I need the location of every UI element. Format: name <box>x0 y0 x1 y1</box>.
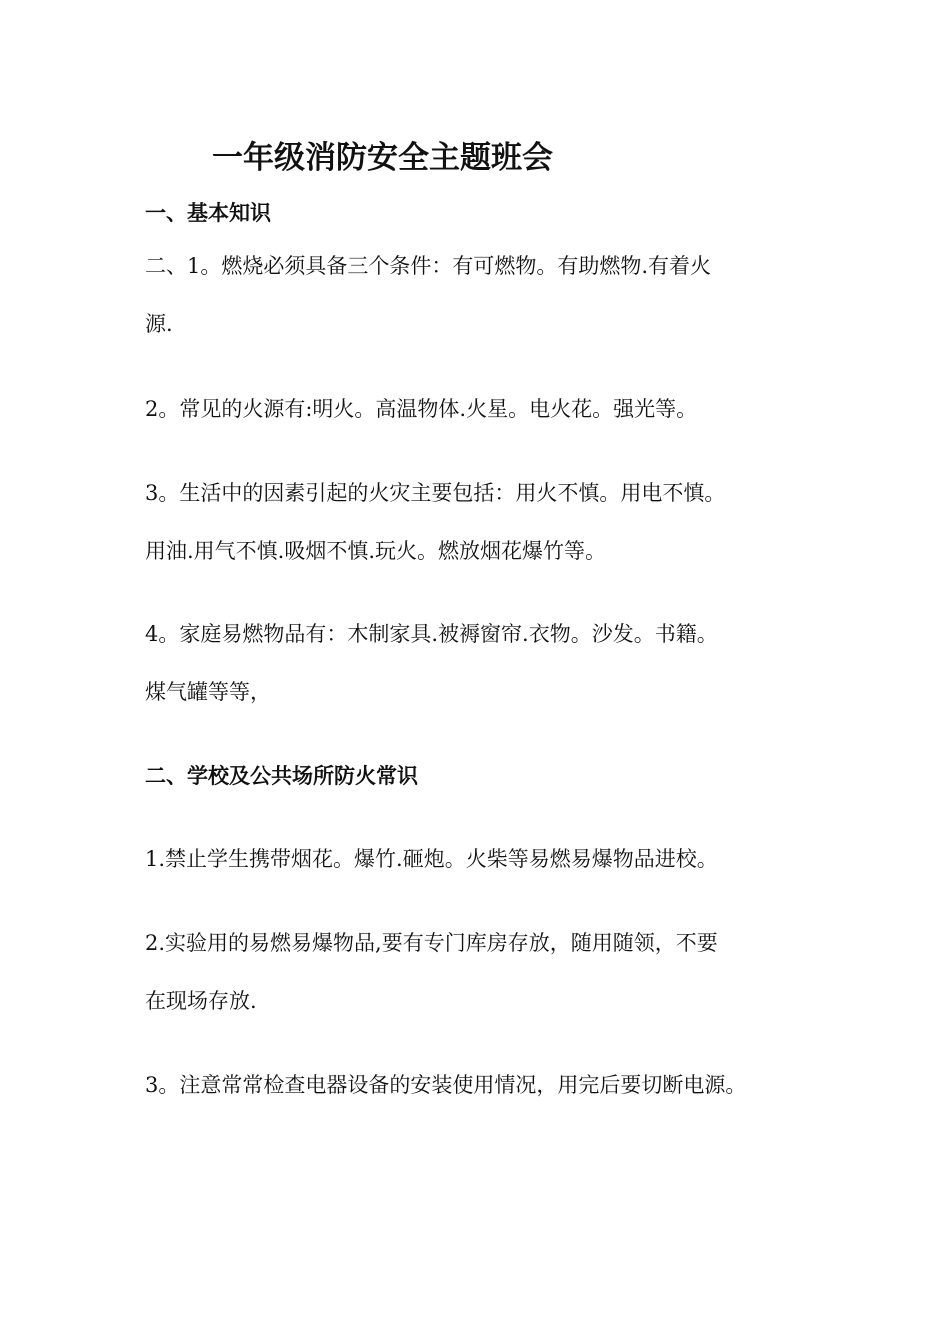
paragraph-line: 源. <box>145 312 173 336</box>
paragraph-line: 3。生活中的因素引起的火灾主要包括：用火不慎。用电不慎。 <box>145 481 726 505</box>
paragraph-line: 二、1。燃烧必须具备三个条件：有可燃物。有助燃物.有着火 <box>145 254 712 278</box>
paragraph-line: 3。注意常常检查电器设备的安装使用情况，用完后要切断电源。 <box>145 1073 747 1097</box>
page-title: 一年级消防安全主题班会 <box>212 140 553 176</box>
paragraph-line: 在现场存放. <box>145 989 257 1013</box>
paragraph-line: 2.实验用的易燃易爆物品,要有专门库房存放，随用随领，不要 <box>145 931 718 955</box>
paragraph-line: 用油.用气不慎.吸烟不慎.玩火。燃放烟花爆竹等。 <box>145 539 607 563</box>
paragraph-line: 2。常见的火源有:明火。高温物体.火星。电火花。强光等。 <box>145 397 698 421</box>
section-heading-school-fire-safety: 二、学校及公共场所防火常识 <box>145 763 418 788</box>
paragraph-line: 1.禁止学生携带烟花。爆竹.砸炮。火柴等易燃易爆物品进校。 <box>145 847 718 871</box>
section-heading-basic-knowledge: 一、基本知识 <box>145 200 271 225</box>
paragraph-line: 4。家庭易燃物品有：木制家具.被褥窗帘.衣物。沙发。书籍。 <box>145 622 718 646</box>
paragraph-line: 煤气罐等等， <box>145 680 271 704</box>
